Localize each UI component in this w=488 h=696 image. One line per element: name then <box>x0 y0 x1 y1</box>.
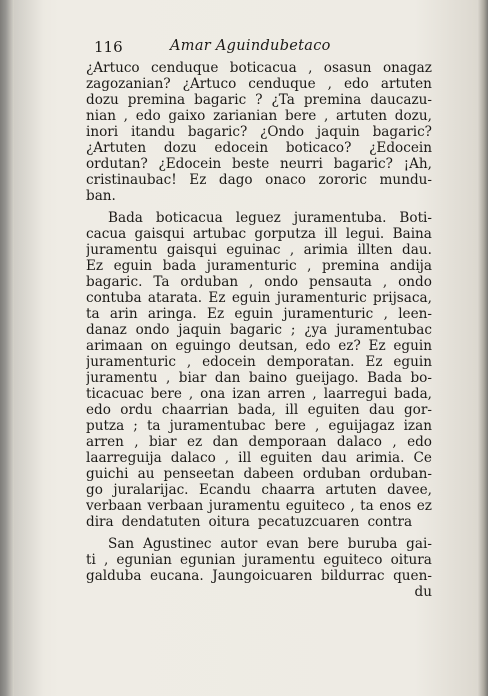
text-line: bagaric. Ta orduban , ondo pensauta , ondo <box>86 274 432 290</box>
text-line: ban. <box>86 188 116 204</box>
text-line: laarreguija dalaco , ill eguiten dau arimia. Ce <box>86 450 432 466</box>
text-line: danaz ondo jaquin bagaric ; ¿ya juramentubac <box>86 322 432 338</box>
text-line: galduba eucana. Jaungoicuaren bildurrac quen- <box>86 568 432 584</box>
text-line: ti , egunian egunian juramentu eguiteco oitura <box>86 552 432 568</box>
text-line: ta arin aringa. Ez eguin juramenturic , leen- <box>86 306 432 322</box>
text-line: inori itandu bagaric? ¿Ondo jaquin bagaric? <box>86 124 432 140</box>
paragraph-1 <box>86 60 432 204</box>
text-line: putza ; ta juramentubac bere , eguijagaz izan <box>86 418 432 434</box>
text-line: dozu premina bagaric ? ¿Ta premina daucazu- <box>86 92 432 108</box>
text-line: arimaan on eguingo deutsan, edo ez? Ez eguin <box>86 338 432 354</box>
running-head: Amar Aguindubetaco <box>170 38 331 54</box>
page-edge-shadow <box>478 0 488 696</box>
text-line: zagozanian? ¿Artuco cenduque , edo artuten <box>86 76 432 92</box>
text-line: ticacuac bere , ona izan arren , laarregui bada, <box>86 386 432 402</box>
text-line: guichi au penseetan dabeen orduban orduban- <box>86 466 432 482</box>
text-line: arren , biar ez dan demporaan dalaco , edo <box>86 434 432 450</box>
text-line: edo ordu chaarrian bada, ill eguiten dau gor- <box>86 402 432 418</box>
page-header <box>86 36 432 60</box>
text-line: contuba atarata. Ez eguin juramenturic prijsaca, <box>86 290 432 306</box>
text-line: Ez eguin bada juramenturic , premina andija <box>86 258 432 274</box>
paragraph-2 <box>86 210 432 530</box>
text-line: cristinaubac! Ez dago onaco zororic mundu- <box>86 172 432 188</box>
page-number: 116 <box>94 38 123 56</box>
text-line: Bada boticacua leguez juramentuba. Boti- <box>108 210 432 226</box>
text-line: juramentu gaisqui eguinac , arimia illten dau. <box>86 242 432 258</box>
text-line: juramenturic , edocein demporatan. Ez eguin <box>86 354 432 370</box>
text-line: ¿Artuten dozu edocein boticaco? ¿Edocein <box>86 140 432 156</box>
text-line: verbaan verbaan juramentu eguiteco , ta enos ez <box>86 498 432 514</box>
text-line: cacua gaisqui artubac gorputza ill legui. Baina <box>86 226 432 242</box>
book-page <box>86 36 432 600</box>
text-line: ¿Artuco cenduque boticacua , osasun onagaz <box>86 60 432 76</box>
catchword: du <box>414 584 432 600</box>
text-line: go juralarijac. Ecandu chaarra artuten davee, <box>86 482 432 498</box>
text-line: nian , edo gaixo zarianian bere , artuten dozu, <box>86 108 432 124</box>
text-line: juramentu , biar dan baino gueijago. Bada bo- <box>86 370 432 386</box>
text-line: dira dendatuten oitura pecatuzcuaren contra <box>86 514 413 530</box>
text-line: ordutan? ¿Edocein beste neurri bagaric? ¡Ah, <box>86 156 432 172</box>
page-gutter-shadow <box>14 0 44 696</box>
text-line: San Agustinec autor evan bere buruba gai- <box>108 536 432 552</box>
page-binding-shadow <box>0 0 14 696</box>
paragraph-3 <box>86 536 432 600</box>
